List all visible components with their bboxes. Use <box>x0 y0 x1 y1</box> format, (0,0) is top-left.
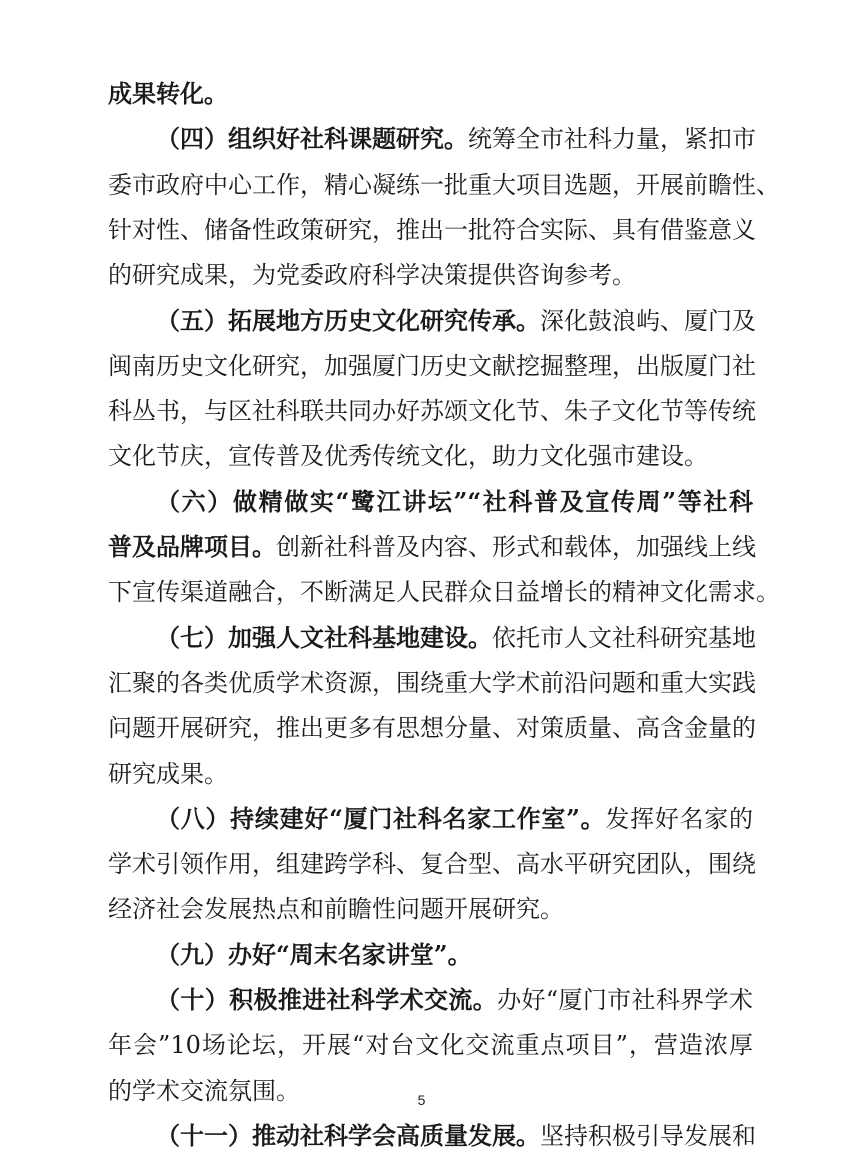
body-sentence: 闽南历史文化研究，加强厦门历史文献挖掘整理，出版厦门社 <box>108 351 756 380</box>
section-heading: （十一）推动社科学会高质量发展。 <box>156 1120 540 1150</box>
section-heading: （四）组织好社科课题研究。 <box>156 124 468 154</box>
section-heading: （八）持续建好“厦门社科名家工作室”。 <box>156 803 606 833</box>
body-sentence: 文化节庆，宣传普及优秀传统文化，助力文化强市建设。 <box>108 442 708 471</box>
text-line <box>108 76 753 112</box>
body-sentence: 坚持积极引导发展和 <box>540 1121 756 1150</box>
body-sentence: 深化鼓浪屿、厦门及 <box>540 306 756 335</box>
section-heading: （七）加强人文社科基地建设。 <box>156 622 492 652</box>
text-line <box>156 982 753 1018</box>
body-sentence: 经济社会发展热点和前瞻性问题开展研究。 <box>108 895 564 924</box>
text-line <box>108 756 753 792</box>
body-sentence: 创新社科普及内容、形式和载体，加强线上线 <box>276 533 756 561</box>
body-sentence: 汇聚的各类优质学术资源，围绕重大学术前沿问题和重大实践 <box>108 668 756 697</box>
text-line <box>108 846 756 882</box>
body-sentence: 科丛书，与区社科联共同办好苏颂文化节、朱子文化节等传统 <box>108 397 756 426</box>
page-number: 5 <box>417 1092 426 1108</box>
text-line <box>156 937 753 973</box>
body-sentence: 下宣传渠道融合，不断满足人民群众日益增长的精神文化需求。 <box>108 578 780 607</box>
section-heading: （十）积极推进社科学术交流。 <box>156 985 498 1014</box>
text-line <box>108 1027 753 1063</box>
body-sentence: 学术引领作用，组建跨学科、复合型、高水平研究团队，围绕 <box>108 850 756 879</box>
body-sentence: 的学术交流氛围。 <box>108 1076 300 1105</box>
text-line <box>108 710 756 746</box>
body-sentence: 发挥好名家的 <box>605 804 754 833</box>
text-line <box>108 393 756 429</box>
text-line <box>156 620 756 656</box>
text-line <box>108 348 756 384</box>
text-line <box>108 212 756 248</box>
text-line <box>108 574 780 610</box>
body-sentence: 年会”10场论坛，开展“对台文化交流重点项目”，营造浓厚 <box>108 1031 753 1060</box>
text-line <box>156 484 753 520</box>
text-line <box>156 121 756 157</box>
body-sentence: 问题开展研究，推出更多有思想分量、对策质量、高含金量的 <box>108 714 756 743</box>
text-line <box>108 891 753 927</box>
body-sentence: 统筹全市社科力量，紧扣市 <box>468 125 756 154</box>
body-sentence: 依托市人文社科研究基地 <box>492 623 756 652</box>
text-line <box>108 167 780 203</box>
body-sentence: 办好“厦门市社科界学术 <box>497 986 753 1014</box>
text-line <box>156 1118 756 1154</box>
section-heading: （九）办好“周末名家讲堂”。 <box>156 939 472 969</box>
text-line <box>108 438 753 474</box>
text-line <box>156 801 753 837</box>
section-heading: （五）拓展地方历史文化研究传承。 <box>156 305 540 335</box>
body-sentence: 委市政府中心工作，精心凝练一批重大项目选题，开展前瞻性、 <box>108 170 780 199</box>
section-heading: （六）做精做实“鹭江讲坛”“社科普及宣传周”等社科 <box>156 486 753 516</box>
text-line <box>108 665 756 701</box>
text-line <box>108 257 753 293</box>
body-sentence: 研究成果。 <box>108 759 228 788</box>
section-heading: 成果转化。 <box>108 79 228 108</box>
section-heading: 普及品牌项目。 <box>108 532 276 561</box>
body-sentence: 针对性、储备性政策研究，推出一批符合实际、具有借鉴意义 <box>108 215 756 244</box>
text-line <box>156 303 756 339</box>
body-sentence: 的研究成果，为党委政府科学决策提供咨询参考。 <box>108 261 636 290</box>
text-line <box>108 529 756 565</box>
